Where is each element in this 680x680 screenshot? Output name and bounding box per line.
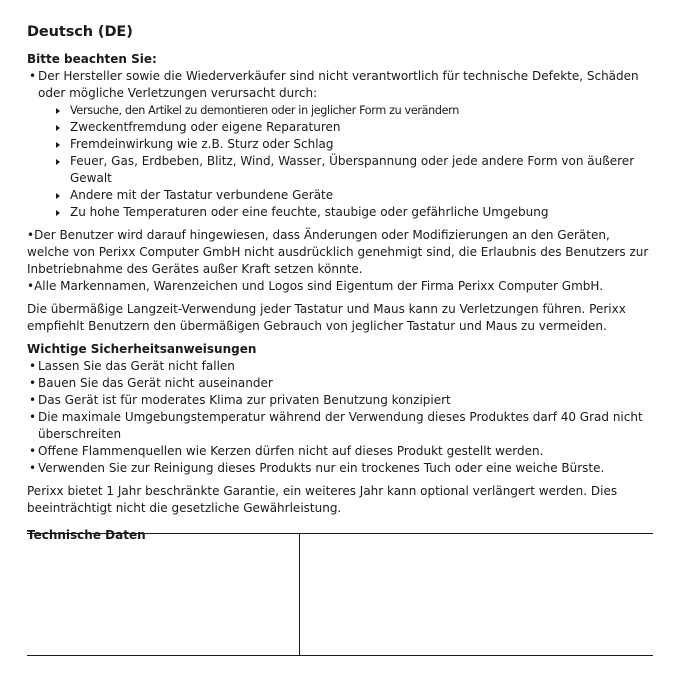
trademark-notice: •Alle Markennamen, Warenzeichen und Logos sind Eigentum der Firma Perixx Computer GmbH. [27, 279, 604, 293]
specs-table-right-cell [300, 534, 653, 655]
notice-list [27, 68, 653, 102]
safety-item: • Die maximale Umgebungstemperatur während der Verwendung dieses Produktes darf 40 Grad nicht überschreiten [27, 409, 653, 443]
cause-item: Andere mit der Tastatur verbundene Geräte [56, 187, 653, 204]
notice-intro: • Der Hersteller sowie die Wiederverkäufer sind nicht verantwortlich für technische Defekte, Schäden oder mögliche Verletzungen verursacht durch: [27, 68, 653, 102]
cause-item: Versuche, den Artikel zu demontieren oder in jeglicher Form zu verändern [56, 102, 653, 119]
safety-item: • Verwenden Sie zur Reinigung dieses Produkts nur ein trockenes Tuch oder eine weiche Bürste. [27, 460, 653, 477]
modification-notice: •Der Benutzer wird darauf hingewiesen, dass Änderungen oder Modifizierungen an den Geräten, welche von Perixx Computer GmbH nicht ausdrücklich genehmigt sind, die Erlaubnis des Benutzers zur Inbetriebnahme des Gerätes außer Kraft setzen könnte. [27, 228, 649, 276]
safety-item: • Lassen Sie das Gerät nicht fallen [27, 358, 653, 375]
document-page [27, 24, 653, 544]
specs-table [27, 533, 653, 656]
safety-item: • Das Gerät ist für moderates Klima zur privaten Benutzung konzipiert [27, 392, 653, 409]
page-title: Deutsch (DE) [27, 24, 133, 40]
cause-item: Zu hohe Temperaturen oder eine feuchte, staubige oder gefährliche Umgebung [56, 204, 653, 221]
cause-item: Fremdeinwirkung wie z.B. Sturz oder Schlag [56, 136, 653, 153]
safety-item: • Bauen Sie das Gerät nicht auseinander [27, 375, 653, 392]
safety-heading: Wichtige Sicherheitsanweisungen [27, 342, 257, 356]
specs-table-left-cell [27, 534, 300, 655]
warranty-text: Perixx bietet 1 Jahr beschränkte Garantie, ein weiteres Jahr kann optional verlängert werden. Dies beeinträchtigt nicht die gesetzliche Gewährleistung. [27, 484, 618, 515]
safety-item: • Offene Flammenquellen wie Kerzen dürfen nicht auf dieses Produkt gestellt werden. [27, 443, 653, 460]
specs-heading: Technische Daten [27, 528, 146, 542]
cause-item: Feuer, Gas, Erdbeben, Blitz, Wind, Wasser, Überspannung oder jede andere Form von äußerer Gewalt [56, 153, 653, 187]
safety-list [27, 358, 653, 477]
cause-item: Zweckentfremdung oder eigene Reparaturen [56, 119, 653, 136]
notice-heading: Bitte beachten Sie: [27, 52, 157, 66]
usage-warning: Die übermäßige Langzeit-Verwendung jeder Tastatur und Maus kann zu Verletzungen führen. Perixx empfiehlt Benutzern den übermäßigen Gebrauch von jeglicher Tastatur und Maus zu vermeiden. [27, 302, 626, 333]
cause-list [27, 102, 653, 221]
